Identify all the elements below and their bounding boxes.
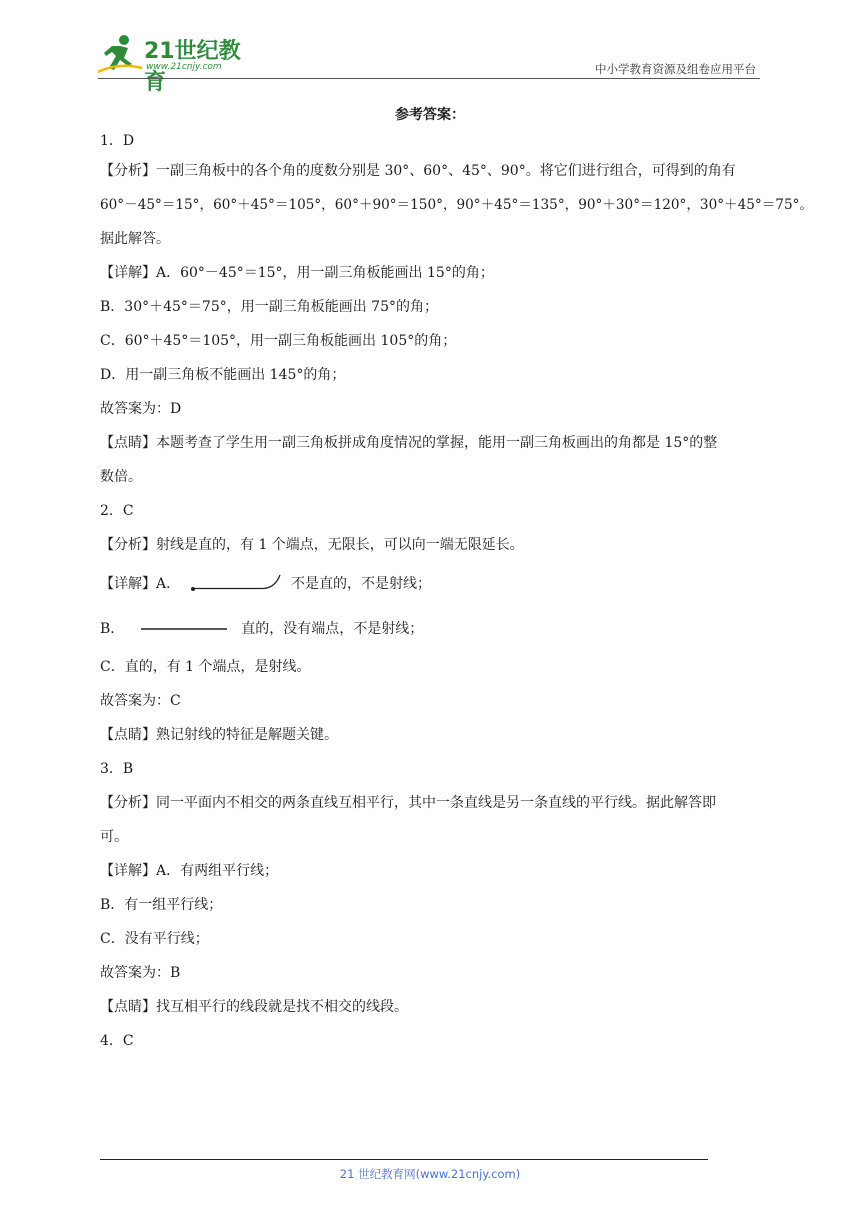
detail-2-b-row [100, 620, 423, 638]
footer-link[interactable]: 21 世纪教育网(www.21cnjy.com) [339, 1167, 521, 1181]
analysis-1-line-2: 60°－45°＝15°，60°＋45°＝105°，60°＋90°＝150°，90°＋45°＝135°，90°＋30°＝120°，30°＋45°＝75°。 [100, 197, 813, 213]
header-platform-text: 中小学教育资源及组卷应用平台 [595, 62, 756, 76]
detail-2-c: C．直的，有 1 个端点，是射线。 [100, 659, 311, 675]
analysis-1-line-1: 【分析】一副三角板中的各个角的度数分别是 30°、60°、45°、90°。将它们进行组合，可得到的角有 [100, 163, 736, 179]
answer-1-label: 1．D [100, 133, 135, 149]
detail-2-a-text: 不是直的，不是射线； [291, 576, 432, 592]
comment-3: 【点睛】找互相平行的线段就是找不相交的线段。 [100, 999, 408, 1015]
analysis-3-line-2: 可。 [100, 829, 128, 845]
comment-1-line-2: 数倍。 [100, 469, 142, 485]
analysis-3-line-1: 【分析】同一平面内不相交的两条直线互相平行，其中一条直线是另一条直线的平行线。据此解答即 [100, 795, 716, 811]
page-title: 参考答案： [395, 107, 465, 123]
analysis-1-line-3: 据此解答。 [100, 231, 170, 247]
detail-3-c: C．没有平行线； [100, 931, 209, 947]
conclusion-2: 故答案为：C [100, 693, 181, 709]
analysis-2: 【分析】射线是直的，有 1 个端点，无限长，可以向一端无限延长。 [100, 537, 524, 553]
straight-line-figure [129, 624, 237, 634]
detail-1-c: C．60°＋45°＝105°，用一副三角板能画出 105°的角； [100, 333, 457, 349]
answer-3-label: 3．B [100, 761, 134, 777]
comment-2: 【点睛】熟记射线的特征是解题关键。 [100, 727, 338, 743]
answer-4-label: 4．C [100, 1033, 134, 1049]
detail-2-b-text: 直的，没有端点，不是射线； [241, 621, 424, 637]
answer-2-label: 2．C [100, 503, 134, 519]
logo-url: www.21cnjy.com [146, 62, 222, 72]
curved-line-figure [185, 573, 287, 595]
detail-1-b: B．30°＋45°＝75°，用一副三角板能画出 75°的角； [100, 299, 438, 315]
footer-divider [100, 1159, 708, 1160]
detail-3-a: 【详解】A．有两组平行线； [100, 863, 279, 879]
detail-1-a: 【详解】A．60°－45°＝15°，用一副三角板能画出 15°的角； [100, 265, 494, 281]
detail-2-b-label: B． [100, 621, 125, 637]
logo-text: 21世纪教育 [144, 39, 241, 95]
detail-1-d: D．用一副三角板不能画出 145°的角； [100, 367, 346, 383]
detail-2-a-row [100, 573, 431, 595]
detail-2-a-label: 【详解】A． [100, 576, 181, 592]
runner-logo-icon [98, 32, 144, 76]
page-header [98, 28, 760, 95]
site-logo [98, 32, 258, 95]
comment-1-line-1: 【点睛】本题考查了学生用一副三角板拼成角度情况的掌握，能用一副三角板画出的角都是 15°的整 [100, 435, 718, 451]
conclusion-1: 故答案为：D [100, 401, 182, 417]
conclusion-3: 故答案为：B [100, 965, 181, 981]
detail-3-b: B．有一组平行线； [100, 897, 223, 913]
header-divider [98, 78, 760, 79]
